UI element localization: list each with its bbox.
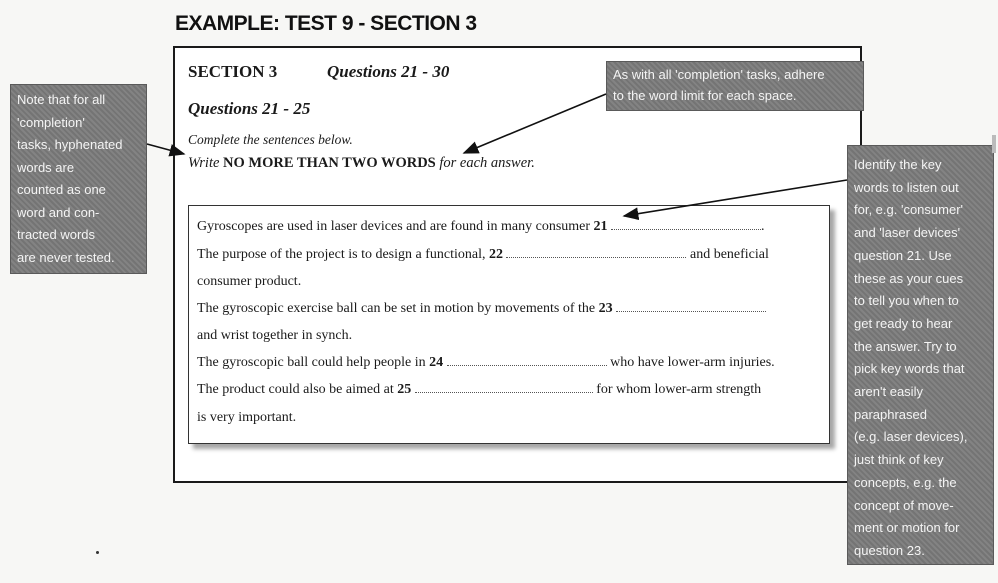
note-hyphenated-words: Note that for all 'completion' tasks, hyphenated words are counted as one word and con- tracted words are never tested. (10, 84, 147, 274)
sentence-25-cont: is very important. (197, 410, 297, 425)
sentence-24: The gyroscopic ball could help people in 24 who have lower-arm injuries. (197, 355, 775, 370)
sentence-23: The gyroscopic exercise ball can be set in motion by movements of the 23 (197, 301, 766, 317)
questions-subheading: Questions 21 - 25 (188, 99, 311, 118)
page-edge (992, 135, 996, 153)
section-questions: Questions 21 - 30 (327, 62, 450, 81)
sentence-23-cont: and wrist together in synch. (197, 328, 353, 343)
instruction-word-limit: Write NO MORE THAN TWO WORDS for each answer. (188, 155, 535, 171)
sentence-21: Gyroscopes are used in laser devices and are found in many consumer 21 . (197, 219, 765, 234)
sentence-22: The purpose of the project is to design a functional, 22 and beneficial (197, 247, 769, 262)
arrow-right-note (624, 180, 847, 216)
sentence-22-cont: consumer product. (197, 274, 302, 289)
arrow-left-note (147, 144, 184, 154)
sentence-25: The product could also be aimed at 25 for whom lower-arm strength (197, 382, 762, 397)
arrow-top-note (464, 94, 606, 153)
section-label: SECTION 3 (188, 62, 278, 81)
instruction-complete: Complete the sentences below. (188, 132, 353, 147)
note-key-words: Identify the key words to listen out for, e.g. 'consumer' and 'laser devices' question 21. Use these as your cues to tell you when to get ready to hear the answer. Try to pick key words that aren't easily paraphrased (e.g. laser devices), just think of key concepts, e.g. the concept of move- ment or motion for question 23. (847, 145, 994, 565)
page-title: EXAMPLE: TEST 9 - SECTION 3 (175, 12, 477, 35)
stray-mark (96, 551, 99, 554)
note-word-limit: As with all 'completion' tasks, adhere to the word limit for each space. (606, 61, 864, 111)
